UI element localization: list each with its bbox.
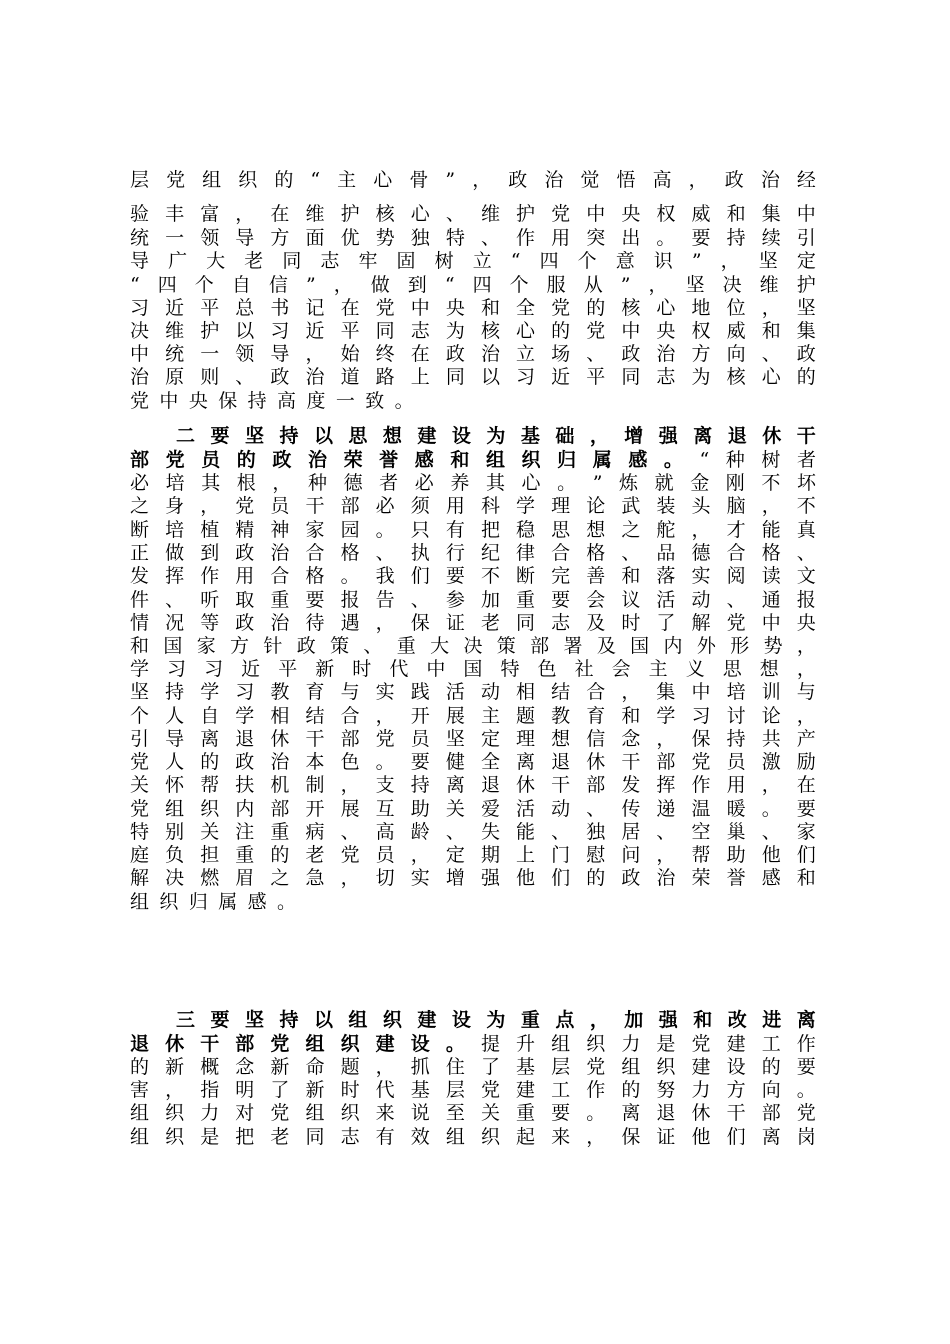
text-line: 部 党 员 的 政 治 荣 誉 感 和 组 织 归 属 感 。 “ 种 树 者	[130, 449, 816, 471]
text-line: 统 一 领 导 方 面 优 势 独 特 、 作 用 突 出 。 要 持 续 引	[130, 227, 816, 249]
text-line: 坚 持 学 习 教 育 与 实 践 活 动 相 结 合 ， 集 中 培 训 与	[130, 681, 816, 703]
text-line: 习 近 平 总 书 记 在 党 中 央 和 全 党 的 核 心 地 位 ， 坚	[130, 297, 816, 319]
text-line: 解 决 燃 眉 之 急 ， 切 实 增 强 他 们 的 政 治 荣 誉 感 和	[130, 867, 816, 889]
text-line: 决 维 护 以 习 近 平 同 志 为 核 心 的 党 中 央 权 威 和 集	[130, 320, 816, 342]
text-line: 件 、 听 取 重 要 报 告 、 参 加 重 要 会 议 活 动 、 通 报	[130, 589, 816, 611]
text-line: 治 原 则 、 政 治 道 路 上 同 以 习 近 平 同 志 为 核 心 的	[130, 366, 816, 388]
text-line: 的 新 概 念 新 命 题 ， 抓 住 了 基 层 党 组 织 建 设 的 要	[130, 1056, 816, 1078]
text-line: 层 党 组 织 的 “ 主 心 骨 ” ， 政 治 觉 悟 高 ， 政 治 经	[130, 169, 816, 191]
text-line: 个 人 自 学 相 结 合 ， 开 展 主 题 教 育 和 学 习 讨 论 ，	[130, 705, 816, 727]
text-line: 害 ， 指 明 了 新 时 代 基 层 党 建 工 作 的 努 力 方 向 。	[130, 1079, 816, 1101]
text-line: 二 要 坚 持 以 思 想 建 设 为 基 础 ， 增 强 离 退 休 干	[176, 425, 816, 447]
text-line: 特 别 关 注 重 病 、 高 龄 、 失 能 、 独 居 、 空 巢 、 家	[130, 821, 816, 843]
text-line: 验 丰 富 ， 在 维 护 核 心 、 维 护 党 中 央 权 威 和 集 中	[130, 203, 816, 225]
text-line: 引 导 离 退 休 干 部 党 员 坚 定 理 想 信 念 ， 保 持 共 产	[130, 728, 816, 750]
text-line: 导 广 大 老 同 志 牢 固 树 立 “ 四 个 意 识 ” ， 坚 定	[130, 250, 816, 272]
text-line: 党 中 央 保 持 高 度 一 致 。	[130, 390, 414, 412]
text-line: 组 织 归 属 感 。	[130, 891, 297, 913]
text-line: 关 怀 帮 扶 机 制 ， 支 持 离 退 休 干 部 发 挥 作 用 ， 在	[130, 774, 816, 796]
text-line: 情 况 等 政 治 待 遇 ， 保 证 老 同 志 及 时 了 解 党 中 央	[130, 612, 816, 634]
text-line: 组 织 力 对 党 组 织 来 说 至 关 重 要 。 离 退 休 干 部 党	[130, 1102, 816, 1124]
text-line: 发 挥 作 用 合 格 。 我 们 要 不 断 完 善 和 落 实 阅 读 文	[130, 565, 816, 587]
text-line: 三 要 坚 持 以 组 织 建 设 为 重 点 ， 加 强 和 改 进 离	[176, 1009, 816, 1031]
text-line: 党 人 的 政 治 本 色 。 要 健 全 离 退 休 干 部 党 员 激 励	[130, 751, 816, 773]
text-line: 庭 负 担 重 的 老 党 员 ， 定 期 上 门 慰 问 ， 帮 助 他 们	[130, 844, 816, 866]
text-line: “ 四 个 自 信 ” ， 做 到 “ 四 个 服 从 ” ， 坚 决 维 护	[130, 274, 816, 296]
text-line: 组 织 是 把 老 同 志 有 效 组 织 起 来 ， 保 证 他 们 离 岗	[130, 1126, 816, 1148]
text-line: 中 统 一 领 导 ， 始 终 在 政 治 立 场 、 政 治 方 向 、 政	[130, 343, 816, 365]
text-line: 退 休 干 部 党 组 织 建 设 。 提 升 组 织 力 是 党 建 工 作	[130, 1033, 816, 1055]
text-line: 和 国 家 方 针 政 策 、 重 大 决 策 部 署 及 国 内 外 形 势 ，	[130, 635, 816, 657]
text-line: 正 做 到 政 治 合 格 、 执 行 纪 律 合 格 、 品 德 合 格 、	[130, 542, 816, 564]
text-line: 学 习 习 近 平 新 时 代 中 国 特 色 社 会 主 义 思 想 ，	[130, 658, 816, 680]
text-line: 必 培 其 根 ， 种 德 者 必 养 其 心 。 ” 炼 就 金 刚 不 坏	[130, 472, 816, 494]
text-line: 党 组 织 内 部 开 展 互 助 关 爱 活 动 、 传 递 温 暖 。 要	[130, 798, 816, 820]
text-line: 断 培 植 精 神 家 园 。 只 有 把 稳 思 想 之 舵 ， 才 能 真	[130, 519, 816, 541]
text-line: 之 身 ， 党 员 干 部 必 须 用 科 学 理 论 武 装 头 脑 ， 不	[130, 495, 816, 517]
